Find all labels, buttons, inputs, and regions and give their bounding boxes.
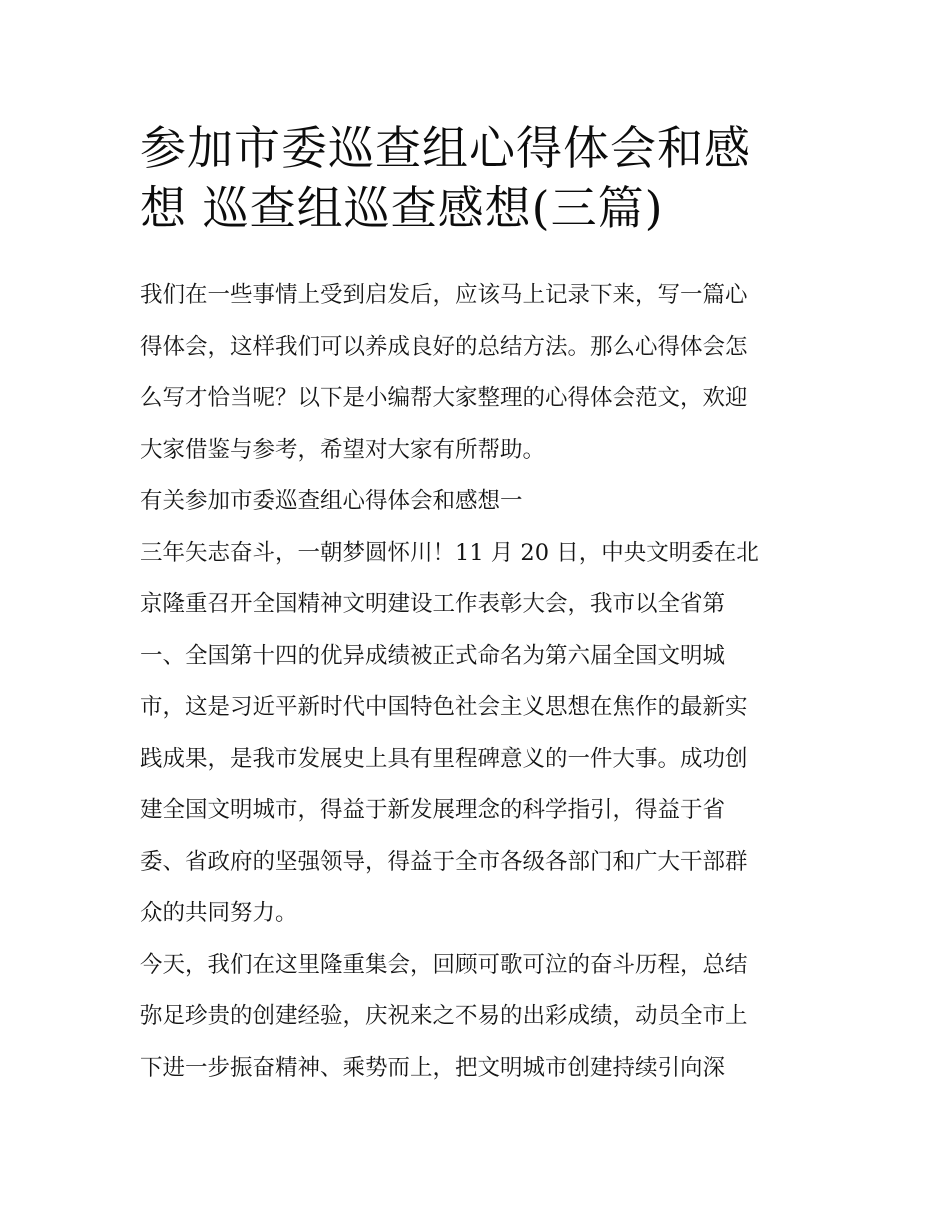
paragraph-2 (140, 940, 812, 1095)
text-line: 市，这是习近平新时代中国特色社会主义思想在焦作的最新实 (140, 694, 748, 720)
text-line: 大家借鉴与参考，希望对大家有所帮助。 (140, 436, 546, 463)
text-line: 么写才恰当呢？以下是小编帮大家整理的心得体会范文，欢迎 (140, 385, 748, 411)
document-title (140, 118, 812, 238)
text-line: 弥足珍贵的创建经验，庆祝来之不易的出彩成绩，动员全市上 (140, 1003, 748, 1029)
text-line: 三年矢志奋斗，一朝梦圆怀川！11 月 20 日，中央文明委在北 (140, 539, 759, 566)
title-line: 参加市委巡查组心得体会和感 (140, 121, 751, 175)
paragraph-1 (140, 528, 812, 940)
text-line: 今天，我们在这里隆重集会，回顾可歌可泣的奋斗历程，总结 (140, 951, 748, 978)
text-line: 我们在一些事情上受到启发后，应该马上记录下来，写一篇心 (140, 282, 748, 308)
title-line: 想 巡查组巡查感想(三篇) (140, 181, 664, 235)
text-line: 众的共同努力。 (140, 900, 298, 926)
section-heading-text: 有关参加市委巡查组心得体会和感想一 (140, 488, 523, 514)
document-content (140, 118, 812, 1094)
text-line: 得体会，这样我们可以养成良好的总结方法。那么心得体会怎 (140, 333, 748, 360)
section-heading (140, 476, 812, 528)
text-line: 下进一步振奋精神、乘势而上，把文明城市创建持续引向深 (140, 1054, 726, 1081)
text-line: 践成果，是我市发展史上具有里程碑意义的一件大事。成功创 (140, 745, 748, 772)
intro-paragraph (140, 270, 812, 476)
text-line: 一、全国第十四的优异成绩被正式命名为第六届全国文明城 (140, 642, 726, 669)
text-line: 委、省政府的坚强领导，得益于全市各级各部门和广大干部群 (140, 848, 748, 875)
text-line: 京隆重召开全国精神文明建设工作表彰大会，我市以全省第 (140, 591, 726, 617)
document-body (140, 270, 812, 1094)
text-line: 建全国文明城市，得益于新发展理念的科学指引，得益于省 (140, 797, 726, 823)
